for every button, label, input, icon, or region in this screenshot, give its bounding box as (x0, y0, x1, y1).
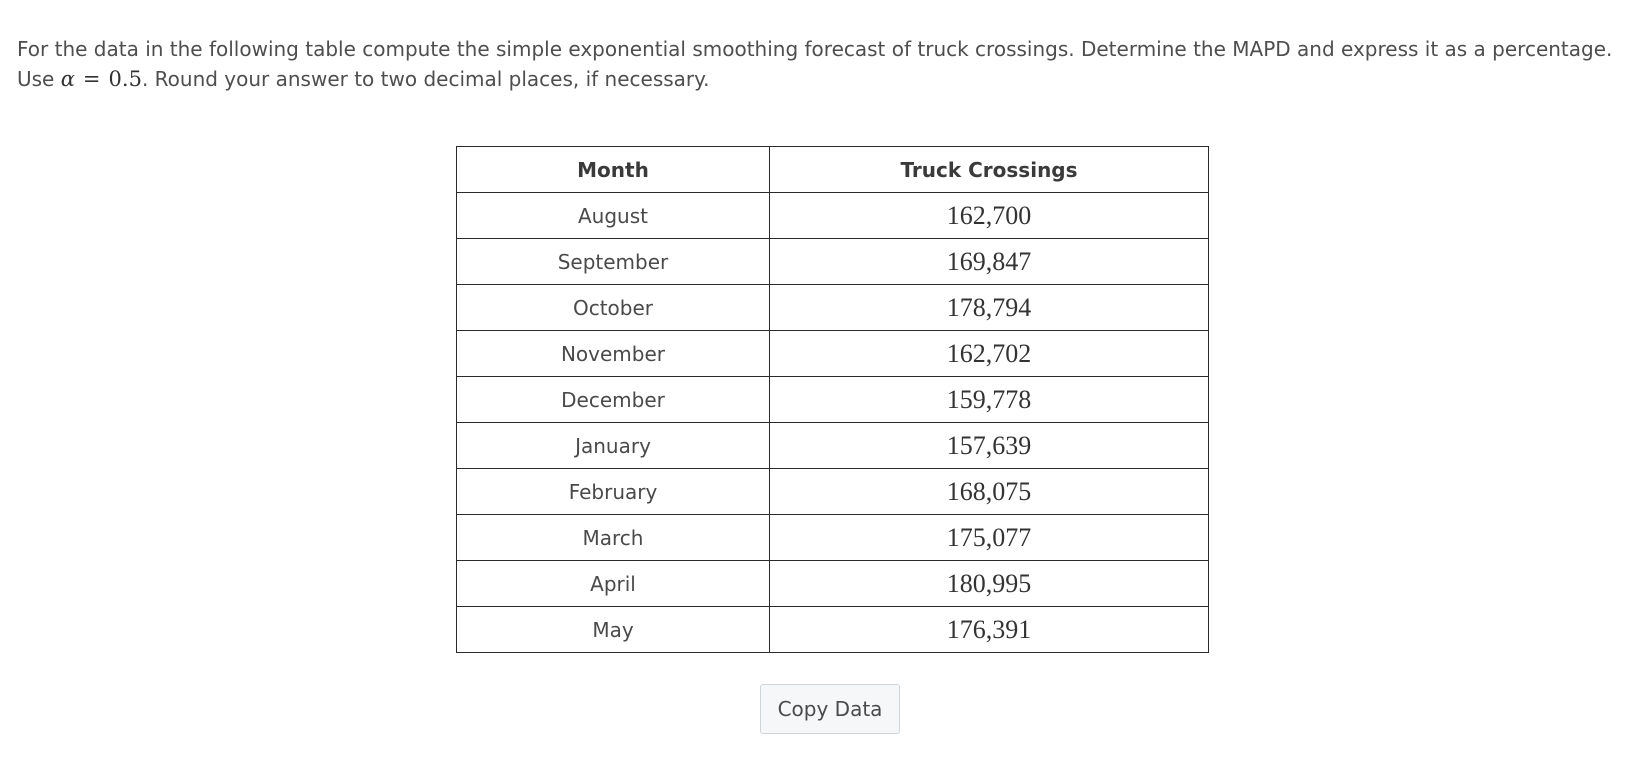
header-truck-crossings: Truck Crossings (770, 147, 1209, 193)
alpha-value: 0.5 (108, 67, 142, 91)
month-cell: April (457, 561, 770, 607)
table-row (457, 285, 1209, 331)
crossings-cell: 175,077 (770, 515, 1209, 561)
truck-crossings-table (456, 146, 1209, 653)
table-row (457, 239, 1209, 285)
header-month: Month (457, 147, 770, 193)
alpha-symbol: α (60, 67, 75, 91)
month-cell: November (457, 331, 770, 377)
month-cell: May (457, 607, 770, 653)
table-row (457, 515, 1209, 561)
month-cell: February (457, 469, 770, 515)
month-cell: September (457, 239, 770, 285)
table-header-row (457, 147, 1209, 193)
equals-sign: = (82, 67, 101, 91)
month-cell: January (457, 423, 770, 469)
table-row (457, 607, 1209, 653)
crossings-cell: 176,391 (770, 607, 1209, 653)
crossings-cell: 180,995 (770, 561, 1209, 607)
table-row (457, 561, 1209, 607)
table-row (457, 423, 1209, 469)
table-row (457, 331, 1209, 377)
month-cell: December (457, 377, 770, 423)
month-cell: August (457, 193, 770, 239)
crossings-cell: 178,794 (770, 285, 1209, 331)
crossings-cell: 162,700 (770, 193, 1209, 239)
table-row (457, 469, 1209, 515)
month-cell: March (457, 515, 770, 561)
question-instruction: . Round your answer to two decimal places, if necessary. (141, 67, 710, 91)
crossings-cell: 159,778 (770, 377, 1209, 423)
question-intro: For the data in the following table compute the simple exponential smoothing forecast of truck crossings. Determine the MAPD and express it as a percentage. Use (17, 37, 1613, 91)
crossings-cell: 162,702 (770, 331, 1209, 377)
table-row (457, 377, 1209, 423)
question-text (17, 34, 1637, 94)
copy-data-button[interactable]: Copy Data (760, 684, 900, 734)
crossings-cell: 157,639 (770, 423, 1209, 469)
table-row (457, 193, 1209, 239)
crossings-cell: 168,075 (770, 469, 1209, 515)
crossings-cell: 169,847 (770, 239, 1209, 285)
month-cell: October (457, 285, 770, 331)
alpha-equation (61, 67, 142, 91)
